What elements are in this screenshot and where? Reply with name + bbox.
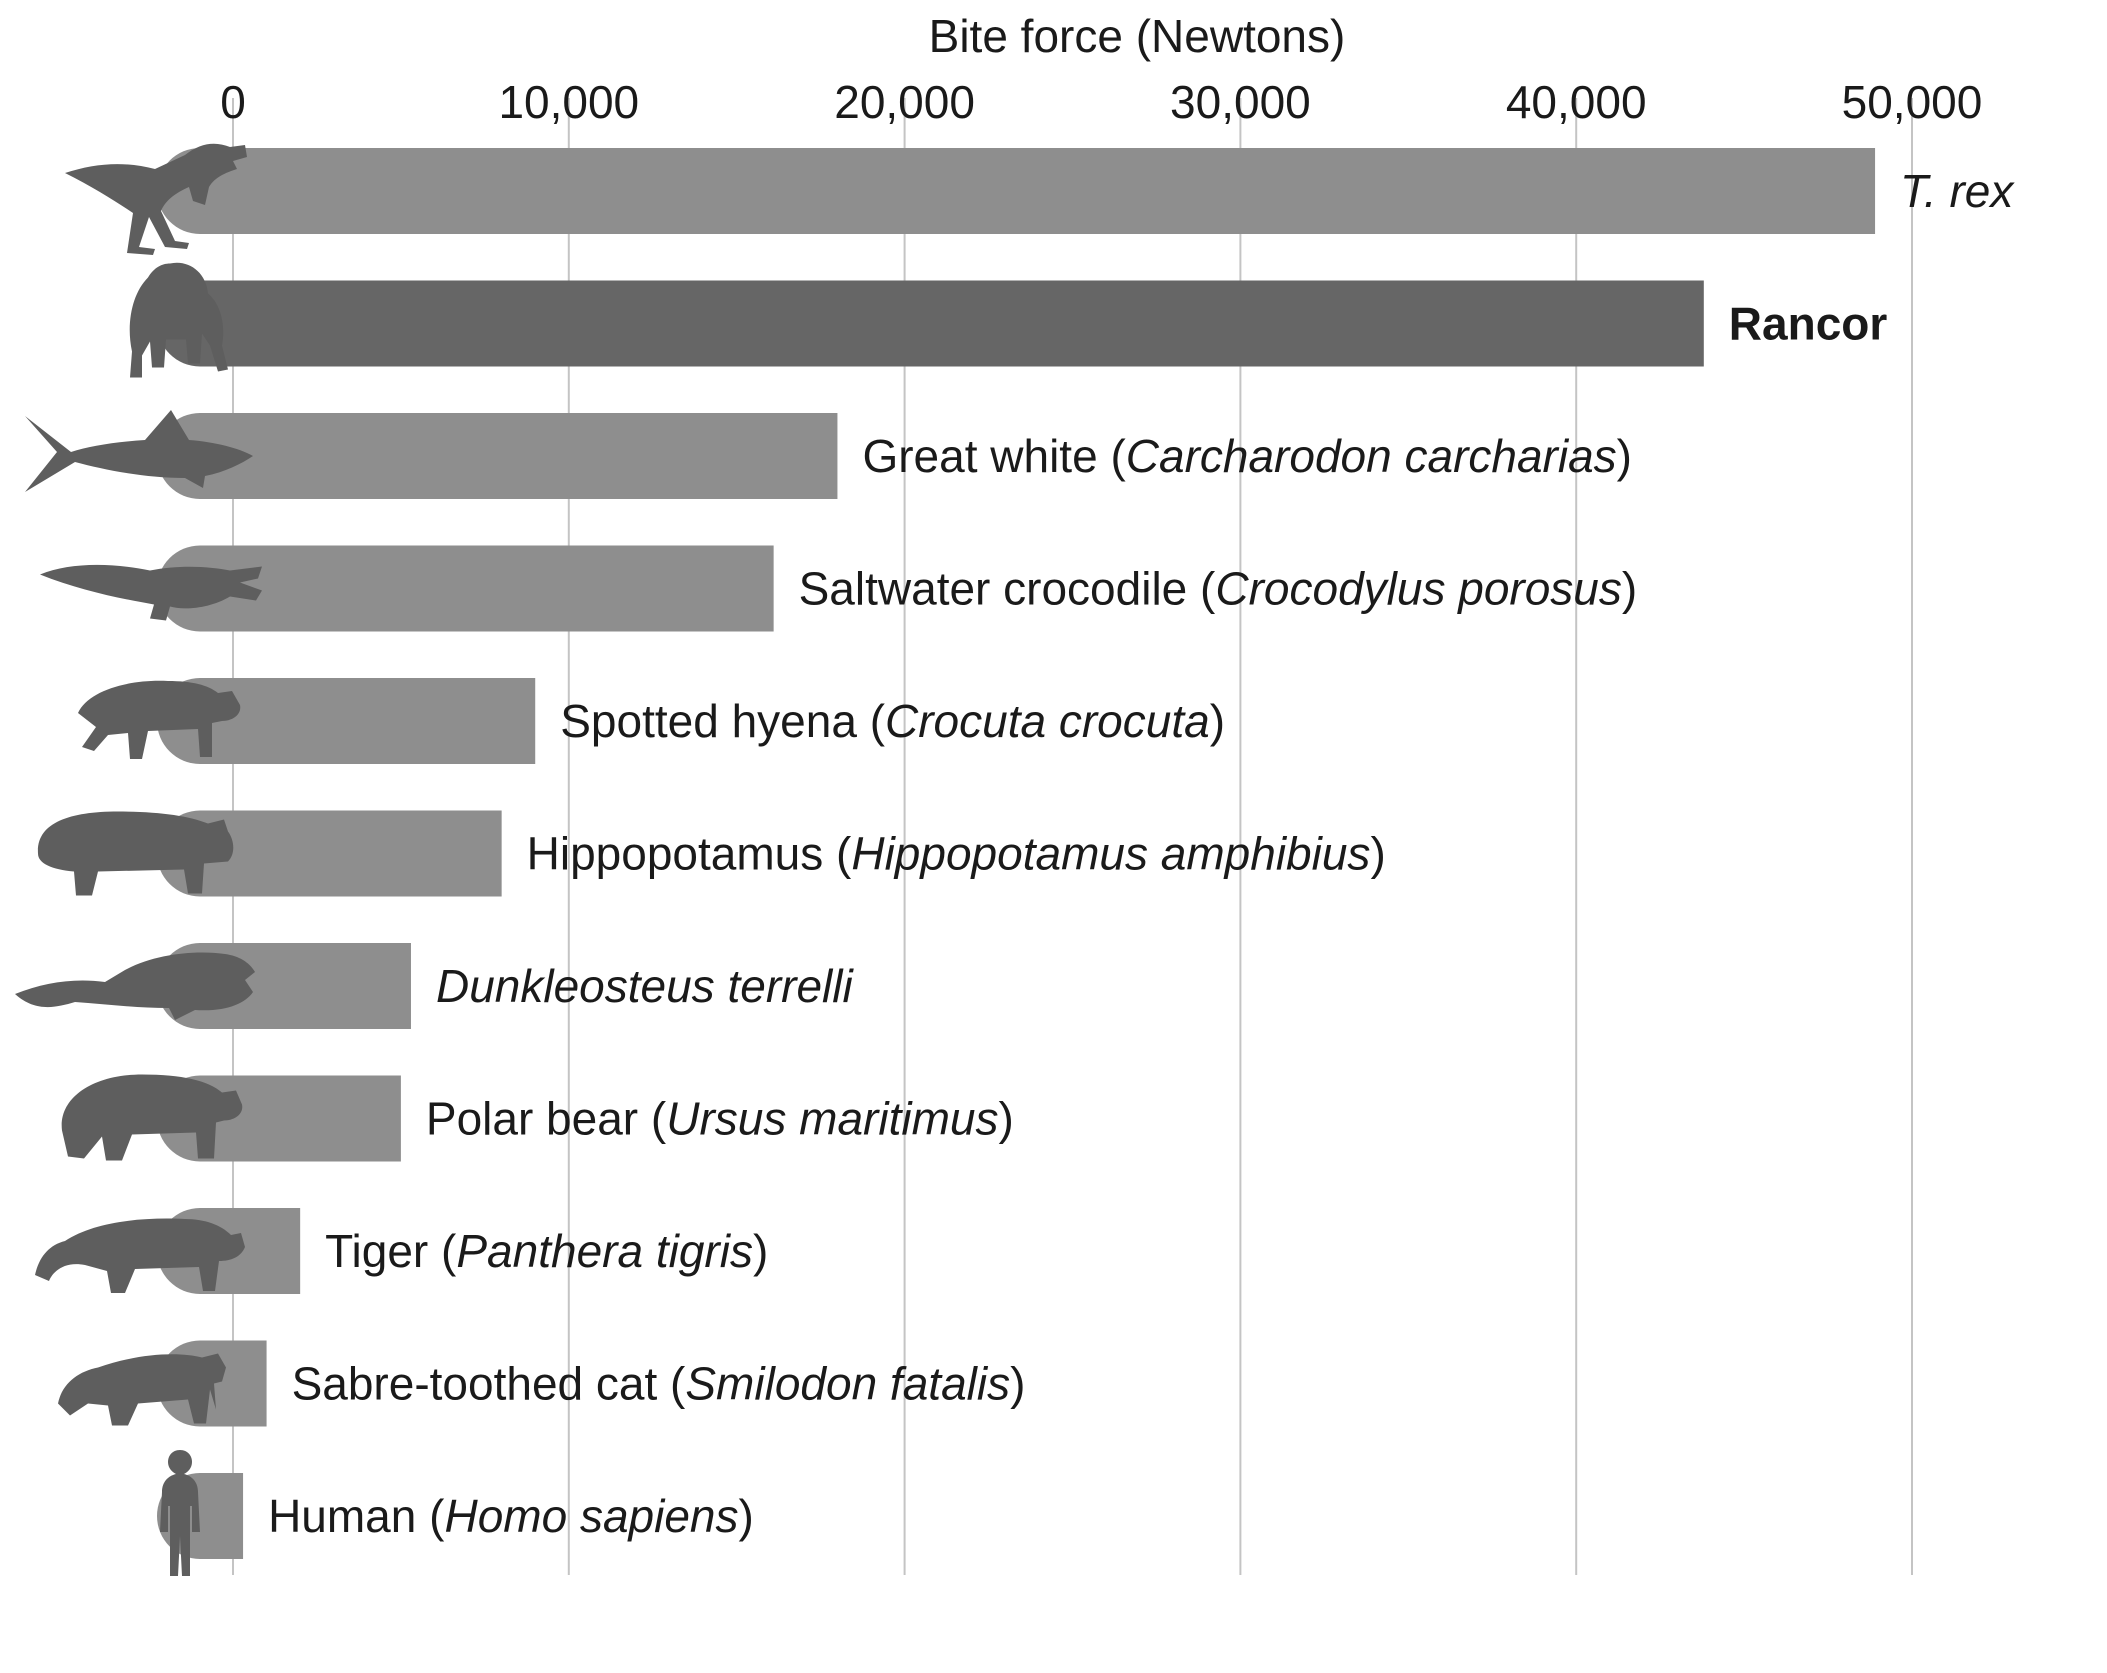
bar-label-6: Dunkleosteus terrelli	[435, 960, 853, 1012]
bar-1	[157, 281, 1704, 367]
x-axis-title: Bite force (Newtons)	[928, 10, 1346, 62]
bar-label-8: Tiger (Panthera tigris)	[325, 1225, 769, 1277]
bar-label-0: T. rex	[1900, 165, 2014, 217]
x-tick-label-0: 0	[220, 76, 246, 128]
x-tick-label-2: 20,000	[834, 76, 975, 128]
bar-label-3: Saltwater crocodile (Crocodylus porosus)	[798, 562, 1638, 615]
bar-label-4: Spotted hyena (Crocuta crocuta)	[560, 695, 1226, 747]
sabre-toothed-cat-icon	[58, 1354, 226, 1426]
bar-0	[157, 148, 1875, 234]
bar-label-10: Human (Homo sapiens)	[268, 1490, 754, 1542]
bar-2	[157, 413, 837, 499]
x-tick-label-5: 50,000	[1841, 76, 1983, 128]
x-axis-ticks	[220, 76, 1982, 128]
x-tick-label-3: 30,000	[1170, 76, 1311, 128]
bar-label-9: Sabre-toothed cat (Smilodon fatalis)	[291, 1357, 1026, 1410]
bar-label-5: Hippopotamus (Hippopotamus amphibius)	[526, 827, 1386, 880]
x-tick-label-4: 40,000	[1505, 76, 1647, 128]
x-tick-label-1: 10,000	[498, 76, 640, 128]
bar-label-7: Polar bear (Ursus maritimus)	[425, 1092, 1014, 1145]
bar-labels	[268, 165, 2015, 1542]
bar-label-1: Rancor	[1728, 297, 1888, 350]
tiger-icon	[35, 1219, 245, 1293]
bar-label-2: Great white (Carcharodon carcharias)	[862, 430, 1633, 482]
